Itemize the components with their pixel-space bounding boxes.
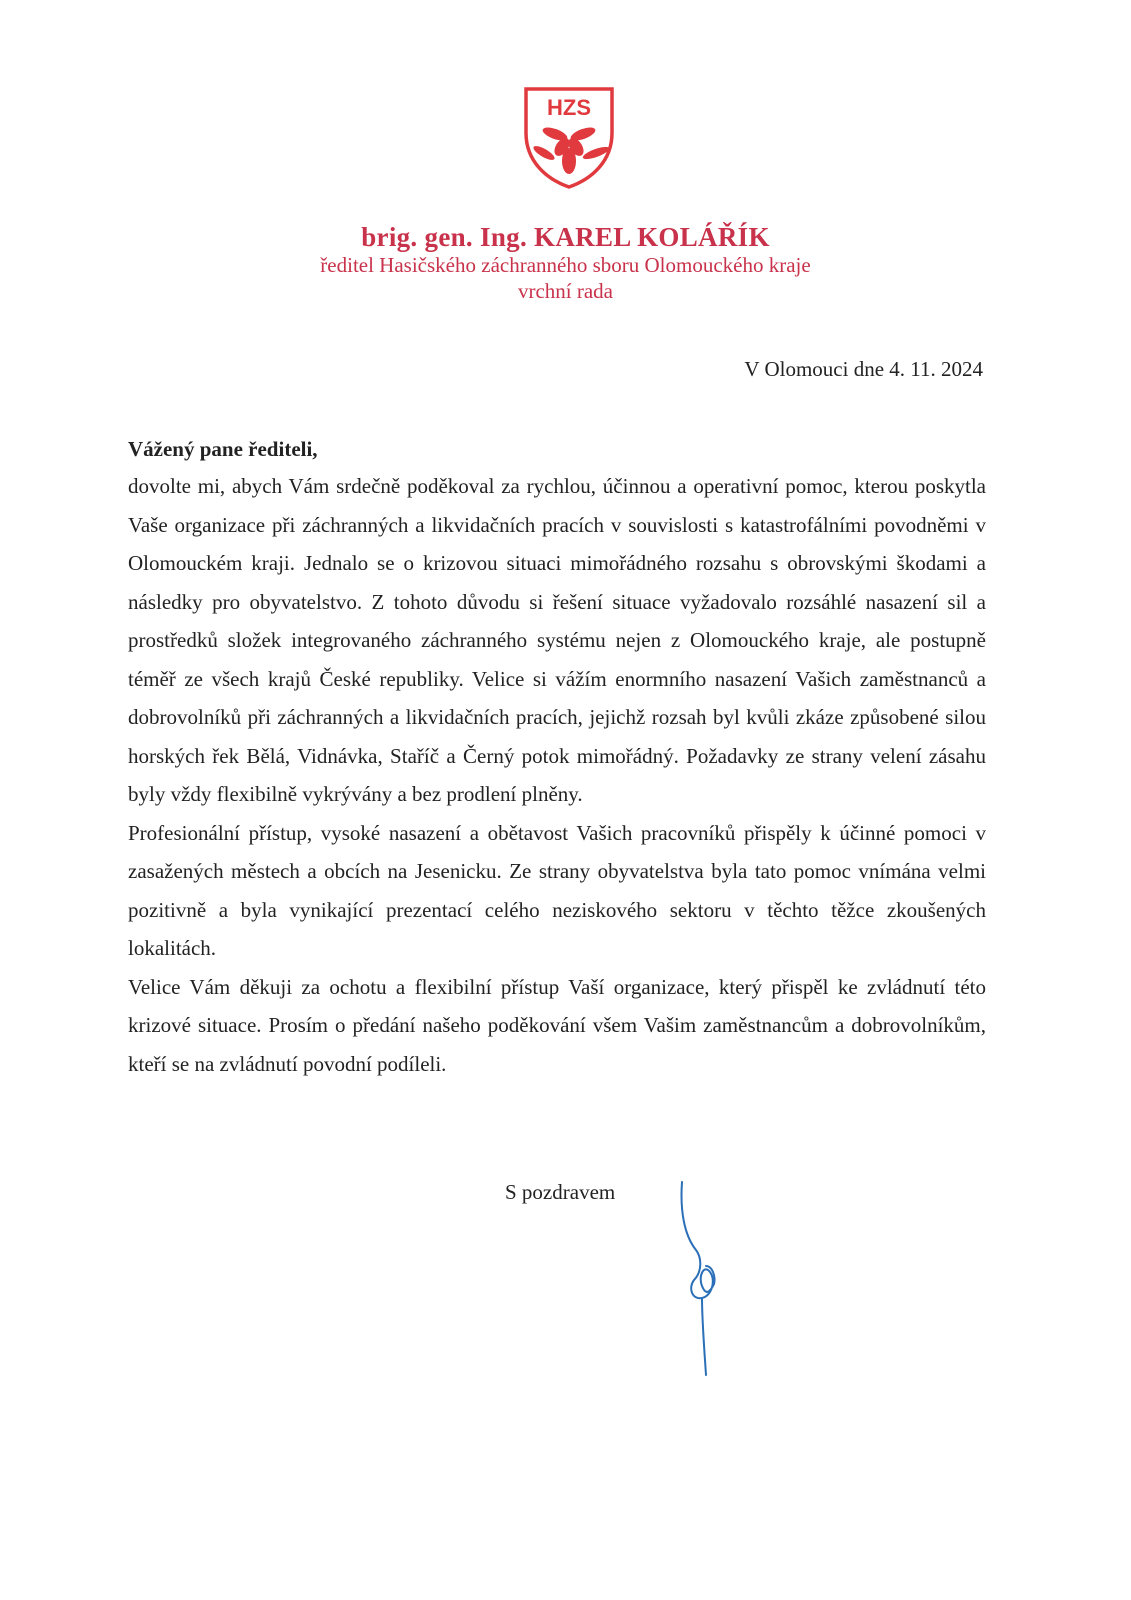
sender-name: brig. gen. Ing. KAREL KOLÁŘÍK (361, 222, 770, 252)
handwritten-signature (672, 1180, 742, 1380)
logo-text: HZS (547, 95, 591, 120)
closing: S pozdravem (505, 1180, 616, 1204)
hzs-logo (514, 83, 624, 193)
body-paragraph: Profesionální přístup, vysoké nasazení a obětavost Vašich pracovníků přispěly k účinné pomoci v zasažených městech a obcích na Jesenicku. Ze strany obyvatelstva byla tato pomoc vnímána velmi pozitivně a byla vynikající prezentací celého neziskového sektoru v těchto těžce zkoušených lokalitách. (128, 820, 986, 960)
sender-rank: vrchní rada (517, 279, 614, 303)
letter-body (128, 467, 986, 1083)
letter-date: V Olomouci dne 4. 11. 2024 (744, 357, 983, 381)
salutation: Vážený pane řediteli, (128, 437, 318, 461)
sender-role: ředitel Hasičského záchranného sboru Olomouckého kraje (320, 253, 811, 277)
body-paragraph: Velice Vám děkuji za ochotu a flexibilní přístup Vaší organizace, který přispěl ke zvládnutí této krizové situace. Prosím o předání našeho poděkování všem Vašim zaměstnancům a dobrovolníkům, kteří se na zvládnutí povodní podíleli. (128, 974, 986, 1076)
body-paragraph: dovolte mi, abych Vám srdečně poděkoval za rychlou, účinnou a operativní pomoc, kterou poskytla Vaše organizace při záchranných a likvidačních pracích v souvislosti s katastrofálními povodněmi v Olomouckém kraji. Jednalo se o krizovou situaci mimořádného rozsahu s obrovskými škodami a následky pro obyvatelstvo. Z tohoto důvodu si řešení situace vyžadovalo rozsáhlé nasazení sil a prostředků složek integrovaného záchranného systému nejen z Olomouckého kraje, ale postupně téměř ze všech krajů České republiky. Velice si vážím enormního nasazení Vašich zaměstnanců a dobrovolníků při záchranných a likvidačních pracích, jejichž rozsah byl kvůli zkáze způsobené silou horských řek Bělá, Vidnávka, Staříč a Černý potok mimořádný. Požadavky ze strany velení zásahu byly vždy flexibilně vykrývány a bez prodlení plněny. (128, 474, 986, 806)
